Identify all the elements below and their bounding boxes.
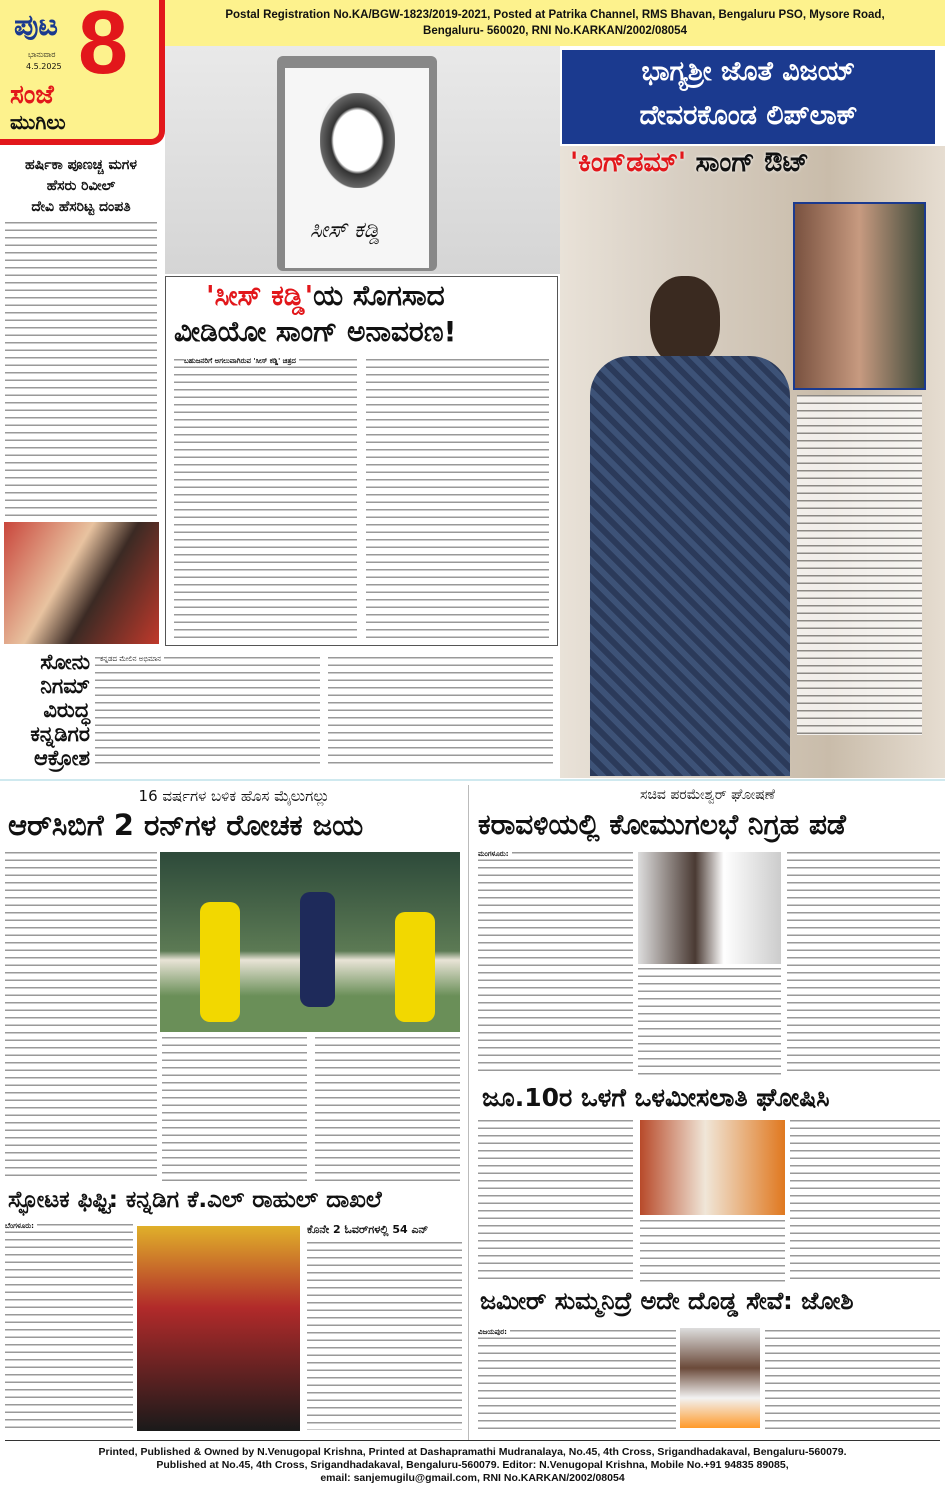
- footer-rule: [5, 1440, 940, 1441]
- parameshwar-body-col2: [638, 968, 781, 1078]
- footer-line2: Published at No.45, 4th Cross, Srigandhadakaval, Bengaluru-560079. Editor: N.Venugopal Krishna, Mobile No.+91 94835 89085,: [156, 1459, 789, 1471]
- headline-line: ದೇವಿ ಹೆಸರಿಟ್ಟ ದಂಪತಿ: [31, 199, 131, 215]
- headline-line1: [206, 281, 445, 312]
- footer-line3: email: sanjemugilu@gmail.com, RNI No.KARKAN/2002/08054: [320, 1472, 625, 1484]
- section-divider: [0, 779, 945, 781]
- kingdom-caption-body: [797, 395, 922, 735]
- parameshwar-kicker: ಸಚಿವ ಪರಮೇಶ್ವರ್ ಘೋಷಣೆ: [640, 787, 775, 803]
- suit: [590, 356, 790, 776]
- headline-line: ಕನ್ನಡಿಗರ: [30, 722, 90, 746]
- rcb-body-col1: [5, 852, 157, 1182]
- page-word: ಪುಟ: [14, 8, 59, 43]
- joshi-body-col1: [478, 1330, 676, 1430]
- reservation-body-col1: [478, 1120, 633, 1285]
- body-col2: [366, 359, 549, 639]
- banner-line1: Postal Registration No.KA/BGW-1823/2019-2021, Posted at Patrika Channel, RMS Bhavan, Bengaluru PSO, Mysore Road,: [225, 9, 885, 21]
- rcb-kicker: 16 ವರ್ಷಗಳ ಬಳಿಕ ಹೊಸ ಮೈಲುಗಲ್ಲು: [138, 787, 330, 805]
- rahul-subhead: ಕೊನೇ 2 ಓವರ್‌ಗಳಲ್ಲಿ 54 ಎನ್: [307, 1223, 429, 1236]
- masthead: [0, 0, 165, 145]
- footer-imprint: [0, 1446, 945, 1485]
- lead-text: ವಿಜಯಪುರ:: [478, 1328, 510, 1337]
- joshi-body-col2: [765, 1330, 940, 1430]
- sub-red: 'ಕಿಂಗ್‌ಡಮ್': [570, 147, 687, 178]
- rahul-headline: ಸ್ಫೋಟಕ ಫಿಫ್ಟಿ: ಕನ್ನಡಿಗ ಕೆ.ಎಲ್ ರಾಹುಲ್ ದಾಖಲೆ: [8, 1187, 382, 1213]
- page-number: 8: [78, 0, 129, 93]
- harshika-headline: [2, 155, 160, 218]
- footer-line1: Printed, Published & Owned by N.Venugopal Krishna, Printed at Dashapramathi Mudranalaya, No.45, 4th Cross, Srigandhadakaval, Bengaluru-560079.: [98, 1446, 847, 1458]
- headline-red: 'ಸೀಸ್ ಕಡ್ಡಿ': [206, 279, 314, 312]
- parameshwar-body-col3: [787, 852, 940, 1077]
- kingdom-subhead: [570, 148, 809, 178]
- parameshwar-headline: ಕರಾವಳಿಯಲ್ಲಿ ಕೋಮುಗಲಭೆ ನಿಗ್ರಹ ಪಡೆ: [478, 808, 846, 841]
- lead-text: ಮಂಗಳೂರು:: [478, 850, 512, 859]
- kingdom-headline-box: [562, 50, 935, 144]
- reservation-body-col2: [640, 1220, 785, 1285]
- parameshwar-body-col1: [478, 852, 633, 1077]
- harshika-family-photo: [4, 522, 159, 644]
- headline-line: ಆಕ್ರೋಶ: [33, 746, 90, 770]
- rcb-match-photo: [160, 852, 460, 1032]
- day: ಭಾನುವಾರ: [28, 50, 56, 59]
- headline-line: ಹೆಸರು ರಿವೀಲ್: [46, 178, 116, 194]
- reservation-photo: [640, 1120, 785, 1215]
- poster-title: ಸೀಸ್ ಕಡ್ಡಿ: [310, 218, 381, 243]
- headline-line: ಹರ್ಷಿಕಾ ಪೂಣಚ್ಚ ಮಗಳ: [25, 157, 137, 173]
- player: [300, 892, 335, 1007]
- lead-text: ಬಹುಜನರಿಗೆ ಅಗಲುವಾಗಿರುವ 'ಸೀಸ್ ಕಡ್ಡಿ' ಚಿತ್ರದ: [184, 357, 299, 366]
- sketch-paper: [285, 68, 429, 268]
- headline-line: ವಿರುದ್ಧ: [43, 698, 90, 722]
- sees-kaddi-poster: [165, 46, 560, 274]
- harshika-body: [5, 222, 157, 517]
- joshi-headline: ಜಮೀರ್ ಸುಮ್ಮನಿದ್ರೆ ಅದೇ ದೊಡ್ಡ ಸೇವೆ: ಜೋಶಿ: [480, 1287, 854, 1315]
- reservation-headline: ಜೂ.10ರ ಒಳಗೆ ಒಳಮೀಸಲಾತಿ ಘೋಷಿಸಿ: [482, 1083, 830, 1112]
- player: [395, 912, 435, 1022]
- lead-text: ಕನ್ನಡದ ಮೇಲಿನ ಅಭಿಮಾನ: [100, 655, 164, 664]
- rcb-headline: ಆರ್‌ಸಿಬಿಗೆ 2 ರನ್‌ಗಳ ರೋಚಕ ಜಯ: [8, 808, 364, 842]
- headline-line2: ವೀಡಿಯೋ ಸಾಂಗ್ ಅನಾವರಣ!: [174, 315, 457, 348]
- clipboard: [277, 56, 437, 271]
- reservation-body-col3: [790, 1120, 940, 1285]
- banner-line2: Bengaluru- 560020, RNI No.KARKAN/2002/08054: [423, 25, 687, 37]
- parameshwar-photo: [638, 852, 781, 964]
- joshi-photo: [680, 1328, 760, 1428]
- title-line2: ಮುಗಿಲು: [10, 110, 66, 134]
- headline-line: ಸೋನು: [40, 650, 90, 674]
- sonu-body-col1: [95, 657, 320, 769]
- title-line1: ಸಂಜೆ: [10, 80, 54, 110]
- sonu-body-col2: [328, 657, 553, 769]
- head: [650, 276, 720, 366]
- sonu-headline: [5, 650, 90, 770]
- rcb-players-photo: [137, 1226, 300, 1431]
- date: 4.5.2025: [26, 62, 62, 71]
- rcb-body-col3: [315, 1037, 460, 1182]
- sees-kaddi-story: [165, 276, 558, 646]
- postal-banner: [165, 0, 945, 46]
- rahul-body-col2: [307, 1242, 462, 1430]
- headline-line: ನಿಗಮ್: [40, 674, 90, 698]
- body-col1: [174, 359, 357, 639]
- headline-rest: ಯ ಸೊಗಸಾದ: [313, 279, 445, 312]
- headline-line1: ಭಾಗ್ಯಶ್ರೀ ಜೊತೆ ವಿಜಯ್: [641, 56, 856, 87]
- liplock-photo: [793, 202, 926, 390]
- player: [200, 902, 240, 1022]
- sub-rest: ಸಾಂಗ್ ಔಟ್: [695, 147, 809, 178]
- rcb-body-col2: [162, 1037, 307, 1182]
- lead-text: ಬೆಂಗಳೂರು:: [5, 1222, 37, 1231]
- rahul-body-col1: [5, 1224, 133, 1429]
- column-divider: [468, 785, 469, 1440]
- headline-line2: ದೇವರಕೊಂಡ ಲಿಪ್‌ಲಾಕ್: [639, 100, 858, 131]
- sketch-face: [320, 93, 395, 188]
